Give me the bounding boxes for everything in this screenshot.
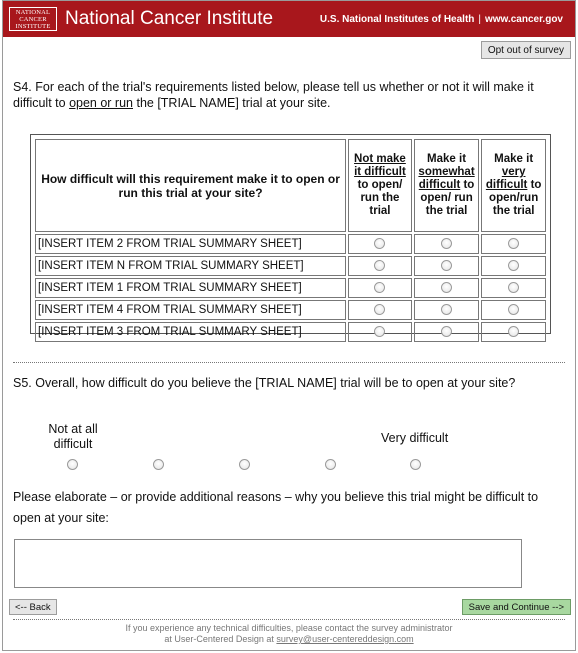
radio-very-difficult[interactable] — [508, 282, 519, 293]
scale-radio-2[interactable] — [153, 459, 164, 470]
requirement-label: [INSERT ITEM 2 FROM TRIAL SUMMARY SHEET] — [35, 234, 346, 254]
radio-very-difficult[interactable] — [508, 238, 519, 249]
requirement-label: [INSERT ITEM 1 FROM TRIAL SUMMARY SHEET] — [35, 278, 346, 298]
nci-logo[interactable] — [9, 7, 57, 31]
requirement-label: [INSERT ITEM 3 FROM TRIAL SUMMARY SHEET] — [35, 322, 346, 342]
table-row — [35, 322, 546, 342]
cancer-gov-link[interactable]: www.cancer.gov — [485, 14, 563, 25]
elaborate-prompt: Please elaborate – or provide additional reasons – why you believe this trial might be difficult to open at your site: — [13, 490, 539, 525]
question-s4-text-end: the [TRIAL NAME] trial at your site. — [133, 96, 331, 110]
question-s4-emphasis: open or run — [69, 96, 133, 110]
footer-divider — [13, 619, 565, 620]
scale-low-label: Not at all difficult — [48, 422, 98, 451]
radio-somewhat-difficult[interactable] — [441, 238, 452, 249]
question-s4 — [13, 79, 561, 111]
scale-radio-3[interactable] — [239, 459, 250, 470]
logo-line: INSTITUTE — [15, 23, 51, 30]
radio-not-difficult[interactable] — [374, 260, 385, 271]
radio-not-difficult[interactable] — [374, 326, 385, 337]
requirement-label: [INSERT ITEM 4 FROM TRIAL SUMMARY SHEET] — [35, 300, 346, 320]
footer-text: at User-Centered Design at — [164, 634, 277, 644]
radio-not-difficult[interactable] — [374, 282, 385, 293]
opt-out-button[interactable]: Opt out of survey — [481, 41, 571, 59]
radio-very-difficult[interactable] — [508, 304, 519, 315]
scale-radio-4[interactable] — [325, 459, 336, 470]
table-row — [35, 300, 546, 320]
nih-link[interactable]: U.S. National Institutes of Health — [319, 14, 475, 25]
radio-somewhat-difficult[interactable] — [441, 304, 452, 315]
radio-somewhat-difficult[interactable] — [441, 282, 452, 293]
radio-not-difficult[interactable] — [374, 304, 385, 315]
radio-somewhat-difficult[interactable] — [441, 326, 452, 337]
question-s4-text: S4. For each of the trial's requirements listed below, please tell us whether or not it will make it difficult to — [13, 80, 534, 110]
scale-high-label: Very difficult — [381, 431, 449, 445]
nih-links — [320, 14, 563, 25]
scale-radio-5[interactable] — [410, 459, 421, 470]
back-button[interactable]: <-- Back — [9, 599, 57, 615]
logo-line: CANCER — [19, 16, 47, 23]
column-header-somewhat-difficult: Make it somewhat difficult to open/ run the trial — [414, 139, 480, 232]
logo-line: NATIONAL — [15, 9, 51, 16]
requirement-label: [INSERT ITEM N FROM TRIAL SUMMARY SHEET] — [35, 256, 346, 276]
footer-line: If you experience any technical difficulties, please contact the survey administrator — [125, 623, 453, 633]
site-title[interactable]: National Cancer Institute — [65, 8, 274, 29]
radio-very-difficult[interactable] — [508, 326, 519, 337]
header-separator: | — [478, 14, 481, 25]
grid-question-header: How difficult will this requirement make it to open or run this trial at your site? — [35, 139, 346, 232]
requirements-grid — [30, 134, 551, 338]
radio-not-difficult[interactable] — [374, 238, 385, 249]
section-divider — [13, 362, 565, 363]
site-header — [3, 1, 575, 37]
admin-email-link[interactable]: survey@user-centereddesign.com — [276, 634, 414, 644]
column-header-very-difficult: Make it very difficult to open/run the trial — [481, 139, 546, 232]
question-s5: S5. Overall, how difficult do you believe the [TRIAL NAME] trial will be to open at your site? — [13, 376, 516, 390]
survey-page — [2, 0, 576, 651]
table-row — [35, 256, 546, 276]
table-row — [35, 234, 546, 254]
radio-somewhat-difficult[interactable] — [441, 260, 452, 271]
table-row — [35, 278, 546, 298]
footer-line — [3, 634, 575, 645]
column-header-not-difficult: Not make it difficult to open/ run the trial — [348, 139, 412, 232]
footer — [3, 623, 575, 645]
elaborate-textarea[interactable] — [14, 539, 522, 588]
radio-very-difficult[interactable] — [508, 260, 519, 271]
save-and-continue-button[interactable]: Save and Continue --> — [462, 599, 571, 615]
scale-radio-1[interactable] — [67, 459, 78, 470]
